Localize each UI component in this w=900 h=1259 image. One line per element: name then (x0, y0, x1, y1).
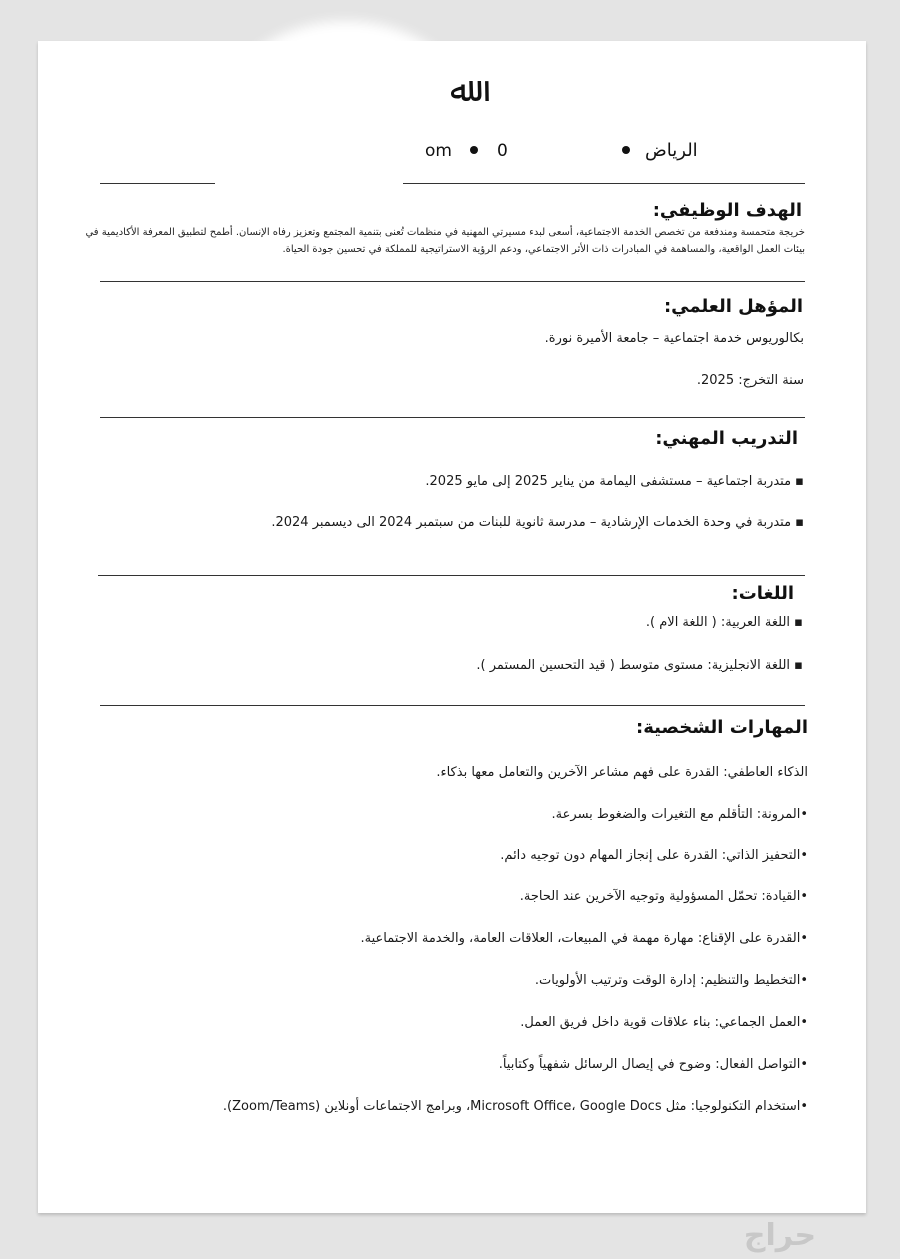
skill-item: •القيادة: تحمّل المسؤولية وتوجيه الآخرين عند الحاجة. (519, 889, 808, 904)
skill-item: الذكاء العاطفي: القدرة على فهم مشاعر الآخرين والتعامل معها بذكاء. (436, 765, 808, 780)
skill-item: •القدرة على الإقناع: مهارة مهمة في المبيعات، العلاقات العامة، والخدمة الاجتماعية. (360, 931, 808, 946)
divider (100, 281, 805, 282)
skill-item: •استخدام التكنولوجيا: مثل Microsoft Office، Google Docs، وبرامج الاجتماعات أونلاين (Zoom/Teams). (222, 1099, 808, 1114)
skill-item: •التواصل الفعال: وضوح في إيصال الرسائل شفهياً وكتابياً. (498, 1057, 808, 1072)
languages-title: اللغات: (731, 583, 794, 604)
training-item: ▪ متدربة اجتماعية – مستشفى اليمامة من يناير 2025 إلى مايو 2025. (425, 474, 804, 489)
education-graduation: سنة التخرج: 2025. (696, 373, 804, 388)
divider (403, 183, 805, 184)
candidate-name: ﷲ (450, 70, 470, 110)
bullet-dot (470, 146, 478, 154)
divider (100, 705, 805, 706)
language-item: ▪ اللغة العربية: ( اللغة الام ). (645, 615, 803, 630)
objective-line: خريجة متحمسة ومندفعة من تخصص الخدمة الاجتماعية، أسعى لبدء مسيرتي المهنية في منظمات تُعنى بتنمية المجتمع وتعزيز رفاه الإنسان. أطمح لتطبيق المعرفة الأكاديمية في (85, 227, 805, 238)
language-item: ▪ اللغة الانجليزية: مستوى متوسط ( قيد التحسين المستمر ). (476, 658, 803, 673)
objective-title: الهدف الوظيفي: (652, 200, 802, 221)
bullet-dot (622, 146, 630, 154)
divider (100, 417, 805, 418)
objective-line: بيئات العمل الواقعية، والمساهمة في المبادرات ذات الأثر الاجتماعي، ودعم الرؤية الاستراتيجية للمملكة في تحسين جودة الحياة. (282, 244, 805, 255)
divider (100, 183, 215, 184)
redaction-blur (216, 21, 476, 231)
skills-title: المهارات الشخصية: (636, 717, 808, 738)
skill-item: •التخطيط والتنظيم: إدارة الوقت وترتيب الأولويات. (534, 973, 808, 988)
watermark-logo: حراج (743, 1218, 817, 1253)
divider (98, 575, 805, 576)
skill-item: •المرونة: التأقلم مع التغيرات والضغوط بسرعة. (551, 807, 808, 822)
objective-text (35, 224, 805, 258)
skill-item: •العمل الجماعي: بناء علاقات قوية داخل فريق العمل. (520, 1015, 808, 1030)
skill-item: •التحفيز الذاتي: القدرة على إنجاز المهام دون توجيه دائم. (500, 848, 808, 863)
education-degree: بكالوريوس خدمة اجتماعية – جامعة الأميرة نورة. (544, 331, 804, 346)
training-item: ▪ متدربة في وحدة الخدمات الإرشادية – مدرسة ثانوية للبنات من سبتمبر 2024 الى ديسمبر 2024. (271, 515, 804, 530)
contact-email: om (425, 141, 452, 161)
training-title: التدريب المهني: (655, 428, 798, 449)
contact-phone: 0 (497, 141, 508, 161)
education-title: المؤهل العلمي: (663, 296, 803, 317)
contact-city: الرياض (645, 140, 698, 161)
